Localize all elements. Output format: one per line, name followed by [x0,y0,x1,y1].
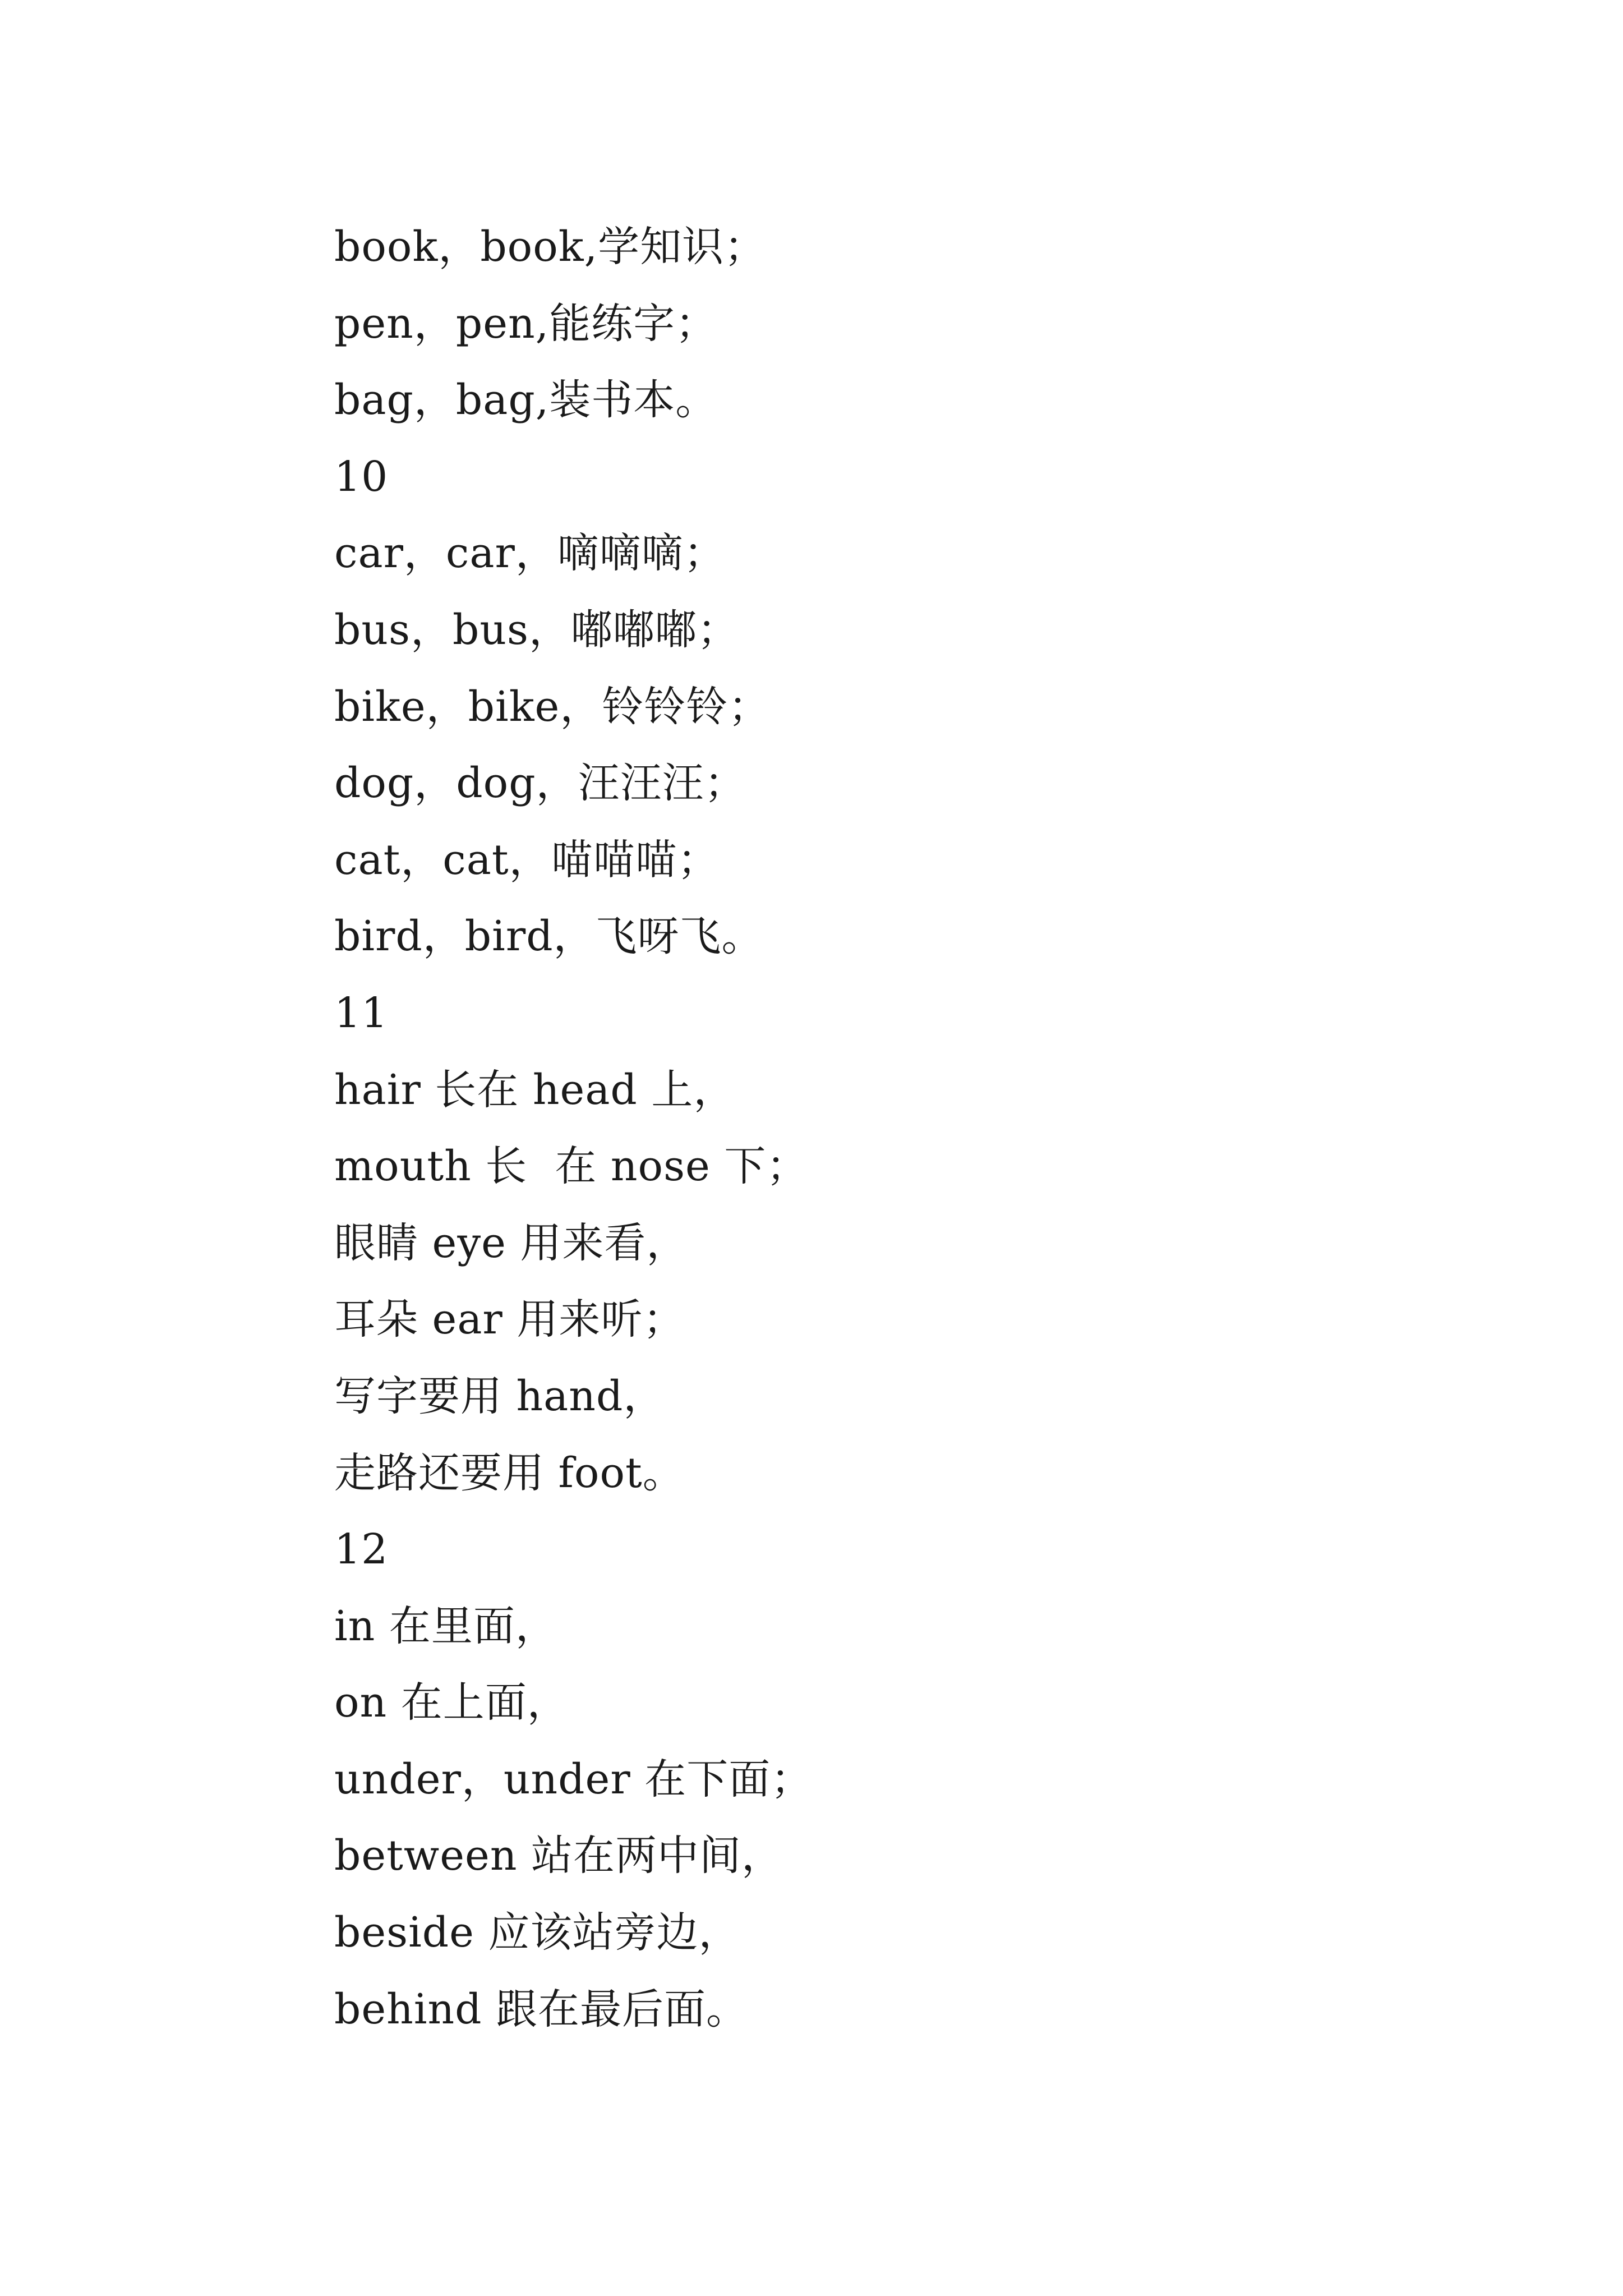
text-line: bird，bird，飞呀飞。 [334,912,764,961]
section-number: 12 [334,1525,389,1574]
text-line: behind 跟在最后面。 [334,1985,749,2033]
text-line: 走路还要用 foot。 [334,1448,685,1497]
text-line: book，book,学知识； [334,223,767,271]
text-line: cat，cat，喵喵喵； [334,835,720,884]
section-number: 11 [334,988,389,1037]
text-line: under，under 在下面； [334,1755,813,1803]
text-line: pen，pen,能练字； [334,299,718,348]
text-line: 眼睛 eye 用来看， [334,1218,689,1267]
text-line: bike，bike，铃铃铃； [334,682,771,731]
text-line: in 在里面， [334,1602,557,1650]
text-line: bag，bag,装书本。 [334,376,718,425]
text-line: hair 长在 head 上， [334,1065,736,1114]
text-line: car，car，嘀嘀嘀； [334,529,726,578]
text-line: dog，dog，汪汪汪； [334,759,746,808]
rhyme-text-block [334,209,1512,2047]
text-line: between 站在两中间， [334,1832,784,1880]
text-line: bus，bus，嘟嘟嘟； [334,605,740,654]
text-line: on 在上面， [334,1678,569,1727]
text-line: 耳朵 ear 用来听； [334,1295,685,1344]
section-number: 10 [334,452,389,501]
text-line: beside 应该站旁边， [334,1908,741,1957]
text-line: mouth 长 在 nose 下； [334,1142,809,1191]
text-line: 写字要用 hand， [334,1372,666,1420]
